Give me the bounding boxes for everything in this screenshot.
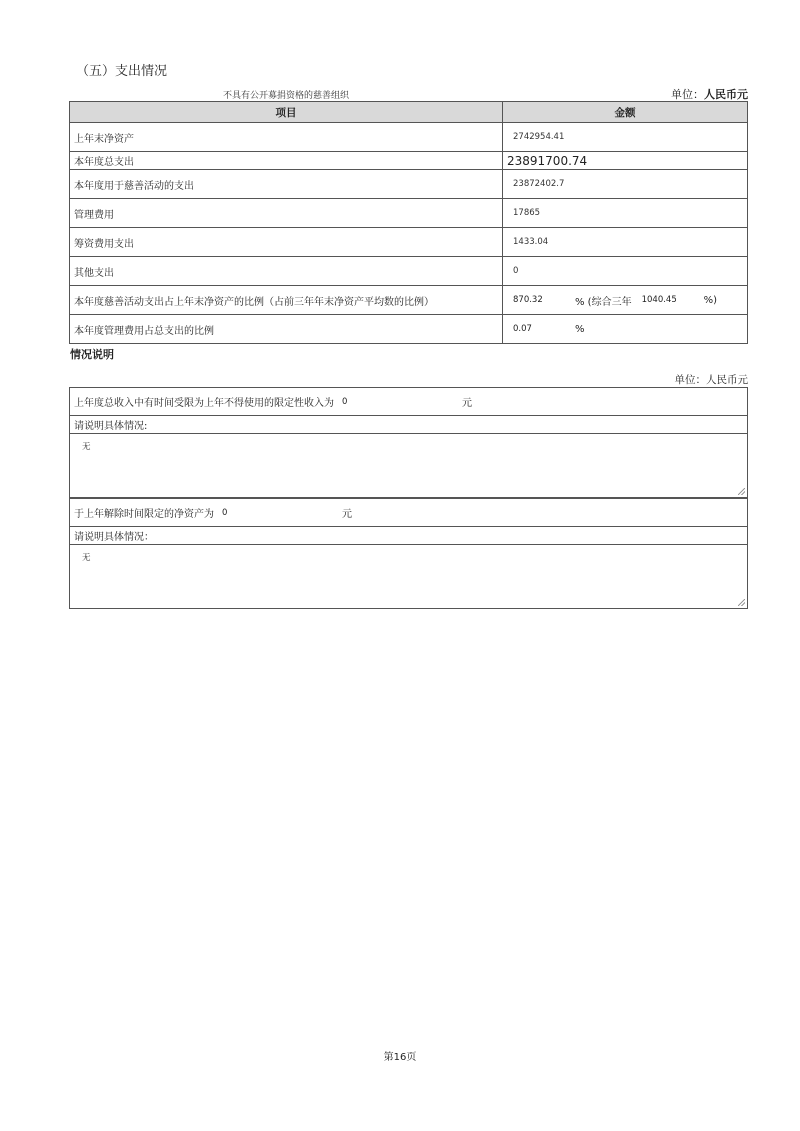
row-label: 本年度总支出 bbox=[70, 152, 503, 170]
table-row-mgmt-ratio bbox=[70, 315, 748, 344]
released-assets-box bbox=[69, 498, 748, 609]
row-value-field[interactable]: 0 bbox=[503, 257, 748, 286]
restricted-income-field[interactable]: 0 bbox=[342, 396, 348, 407]
ratio-three-year-field[interactable]: 1040.45 bbox=[641, 295, 677, 305]
ratio-cell bbox=[503, 286, 748, 315]
mgmt-ratio-value-field[interactable]: 0.07 bbox=[513, 324, 532, 334]
row-label: 管理费用 bbox=[70, 199, 503, 228]
table-row-ratio bbox=[70, 286, 748, 315]
yuan-label: 元 bbox=[342, 509, 352, 520]
explain-textarea[interactable] bbox=[70, 434, 747, 497]
col-item-header: 项目 bbox=[70, 102, 503, 123]
yuan-label: 元 bbox=[462, 398, 472, 409]
released-assets-row bbox=[70, 499, 747, 527]
row-label: 其他支出 bbox=[70, 257, 503, 286]
notes-unit-label: 单位：人民币元 bbox=[674, 374, 748, 386]
section-title: （五）支出情况 bbox=[76, 64, 168, 79]
table-row bbox=[70, 199, 748, 228]
notes-title: 情况说明 bbox=[70, 348, 114, 361]
row-label: 上年末净资产 bbox=[70, 123, 503, 152]
mgmt-ratio-pct: % bbox=[575, 323, 585, 335]
released-assets-field[interactable]: 0 bbox=[222, 507, 228, 518]
explain-label-row bbox=[70, 416, 747, 434]
org-type-label: 不具有公开募捐资格的慈善组织 bbox=[222, 91, 349, 101]
explain-text: 无 bbox=[82, 442, 91, 452]
row-value-field[interactable]: 23872402.7 bbox=[503, 170, 748, 199]
table-row bbox=[70, 170, 748, 199]
explain-label-row bbox=[70, 527, 747, 545]
col-amount-header: 金额 bbox=[503, 102, 748, 123]
mgmt-ratio-cell bbox=[503, 315, 748, 344]
row-value-field[interactable]: 2742954.41 bbox=[503, 123, 748, 152]
unit-value: 人民币元 bbox=[704, 88, 748, 101]
ratio-label: 本年度慈善活动支出占上年末净资产的比例（占前三年年末净资产平均数的比例） bbox=[70, 286, 503, 315]
restricted-income-label: 上年度总收入中有时间受限为上年不得使用的限定性收入为 bbox=[74, 398, 334, 409]
row-value-field[interactable]: 17865 bbox=[503, 199, 748, 228]
table-row bbox=[70, 123, 748, 152]
ratio-value-field[interactable]: 870.32 bbox=[513, 295, 543, 305]
resize-grip-icon[interactable] bbox=[738, 599, 745, 606]
resize-grip-icon[interactable] bbox=[738, 488, 745, 495]
row-label: 筹资费用支出 bbox=[70, 228, 503, 257]
restricted-income-row bbox=[70, 388, 747, 416]
table-row bbox=[70, 152, 748, 170]
ratio-end-text: %) bbox=[703, 294, 717, 306]
page-number: 第16页 bbox=[383, 1052, 417, 1063]
ratio-mid-text: % (综合三年 bbox=[575, 296, 632, 308]
table-row bbox=[70, 228, 748, 257]
expenditure-table bbox=[69, 101, 748, 344]
restricted-income-box bbox=[69, 387, 748, 498]
explain-label: 请说明具体情况： bbox=[74, 532, 154, 543]
row-value-field[interactable]: 23891700.74 bbox=[503, 152, 748, 170]
explain-textarea[interactable] bbox=[70, 545, 747, 608]
released-assets-label: 于上年解除时间限定的净资产为 bbox=[74, 509, 214, 520]
row-label: 本年度用于慈善活动的支出 bbox=[70, 170, 503, 199]
row-value-field[interactable]: 1433.04 bbox=[503, 228, 748, 257]
explain-text: 无 bbox=[82, 553, 91, 563]
mgmt-ratio-label: 本年度管理费用占总支出的比例 bbox=[70, 315, 503, 344]
explain-label: 请说明具体情况: bbox=[74, 421, 148, 432]
unit-label bbox=[671, 86, 748, 102]
table-header bbox=[70, 102, 748, 123]
unit-prefix: 单位： bbox=[671, 88, 704, 101]
table-row bbox=[70, 257, 748, 286]
